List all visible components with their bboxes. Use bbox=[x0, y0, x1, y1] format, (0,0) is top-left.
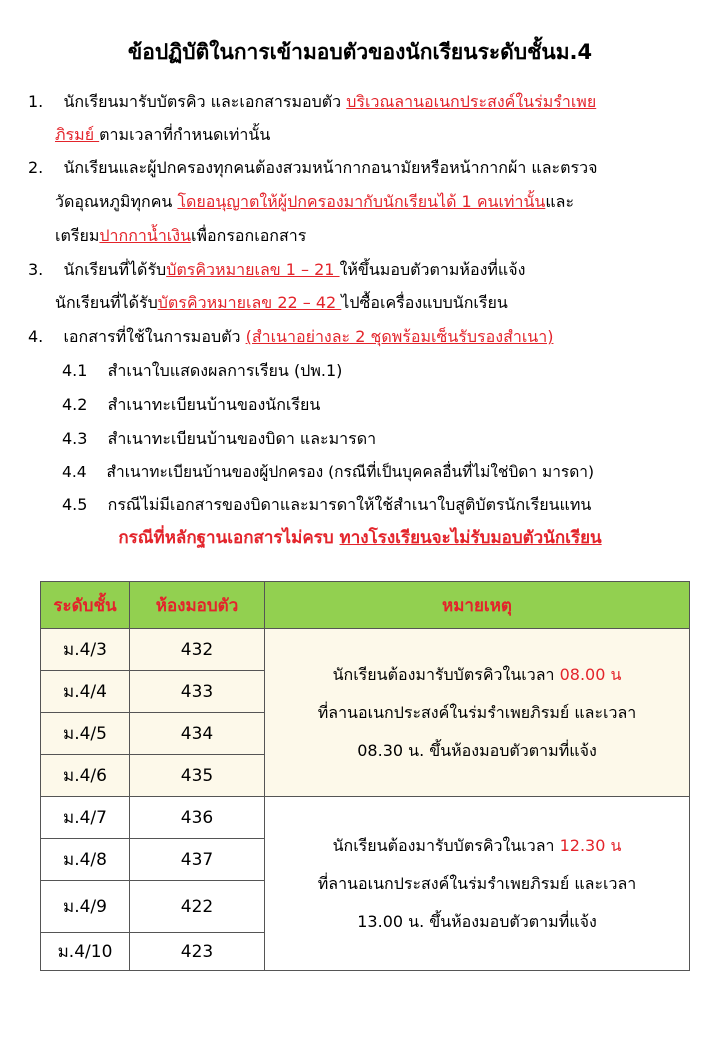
sub-item-number: 4.5 bbox=[62, 495, 88, 514]
sub-item bbox=[62, 393, 320, 417]
rule-text: และ bbox=[545, 192, 575, 211]
sub-item bbox=[62, 460, 594, 484]
room-cell: 437 bbox=[130, 839, 265, 881]
sub-item-text: สำเนาทะเบียนบ้านของบิดา และมารดา bbox=[107, 429, 377, 448]
rule-text: นักเรียนมารับบัตรคิว และเอกสารมอบตัว bbox=[63, 92, 347, 111]
rule-highlight: ปากกาน้ำเงิน bbox=[99, 226, 192, 245]
rule-text: วัดอุณหภูมิทุกคน bbox=[55, 192, 178, 211]
sub-item-number: 4.4 bbox=[62, 463, 87, 481]
level-cell: ม.4/9 bbox=[41, 881, 130, 933]
note-text: นักเรียนต้องมารับบัตรคิวในเวลา bbox=[332, 835, 560, 855]
rule-number: 2. bbox=[28, 158, 44, 177]
room-cell: 435 bbox=[130, 755, 265, 797]
room-cell: 422 bbox=[130, 881, 265, 933]
note-line: 08.30 น. ขึ้นห้องมอบตัวตามที่แจ้ง bbox=[357, 740, 597, 760]
level-cell: ม.4/3 bbox=[41, 629, 130, 671]
sub-item-text: สำเนาทะเบียนบ้านของผู้ปกครอง (กรณีที่เป็นบุคคลอื่นที่ไม่ใช่บิดา มารดา) bbox=[106, 463, 595, 481]
rule-text: เอกสารที่ใช้ในการมอบตัว bbox=[63, 327, 246, 346]
rule-text: ให้ขึ้นมอบตัวตามห้องที่แจ้ง bbox=[339, 260, 526, 279]
rule-4-line-1 bbox=[28, 325, 553, 349]
note-cell-morning bbox=[265, 629, 690, 797]
rule-number: 1. bbox=[28, 92, 44, 111]
warning-emphasis: ทางโรงเรียนจะไม่รับมอบตัวนักเรียน bbox=[339, 528, 602, 548]
header-note: หมายเหตุ bbox=[265, 582, 690, 629]
rule-number: 4. bbox=[28, 327, 44, 346]
sub-item-number: 4.2 bbox=[62, 395, 88, 414]
rule-text: นักเรียนที่ได้รับ bbox=[55, 293, 158, 312]
rule-3-line-2 bbox=[55, 291, 508, 315]
sub-item bbox=[62, 493, 591, 517]
level-cell: ม.4/4 bbox=[41, 671, 130, 713]
note-line: ที่ลานอเนกประสงค์ในร่มรำเพยภิรมย์ และเวลา bbox=[317, 702, 637, 722]
sub-item-number: 4.1 bbox=[62, 361, 88, 380]
level-cell: ม.4/6 bbox=[41, 755, 130, 797]
rule-highlight: ภิรมย์ bbox=[55, 125, 100, 144]
rule-highlight: (สำเนาอย่างละ 2 ชุดพร้อมเซ็นรับรองสำเนา) bbox=[245, 327, 554, 346]
table-row bbox=[41, 629, 690, 671]
rule-2-line-2 bbox=[55, 190, 574, 214]
note-line: ที่ลานอเนกประสงค์ในร่มรำเพยภิรมย์ และเวลา bbox=[317, 873, 637, 893]
rule-highlight: บริเวณลานอเนกประสงค์ในร่มรำเพย bbox=[346, 92, 597, 111]
note-time: 08.00 น bbox=[559, 664, 622, 684]
schedule-table bbox=[40, 581, 690, 971]
room-cell: 434 bbox=[130, 713, 265, 755]
level-cell: ม.4/5 bbox=[41, 713, 130, 755]
warning-notice bbox=[0, 524, 720, 551]
rule-number: 3. bbox=[28, 260, 44, 279]
note-time: 12.30 น bbox=[559, 835, 622, 855]
rule-3-line-1 bbox=[28, 258, 525, 282]
sub-item-text: สำเนาทะเบียนบ้านของนักเรียน bbox=[107, 395, 321, 414]
note-line bbox=[265, 656, 689, 694]
rule-text: เพื่อกรอกเอกสาร bbox=[191, 226, 307, 245]
rule-highlight: บัตรคิวหมายเลข 1 – 21 bbox=[166, 260, 340, 279]
rule-text: นักเรียนที่ได้รับ bbox=[63, 260, 167, 279]
sub-item-text: กรณีไม่มีเอกสารของบิดาและมารดาให้ใช้สำเนาใบสูติบัตรนักเรียนแทน bbox=[107, 495, 592, 514]
table-row bbox=[41, 797, 690, 839]
rule-text: เตรียม bbox=[55, 226, 100, 245]
rule-highlight: บัตรคิวหมายเลข 22 – 42 bbox=[157, 293, 342, 312]
warning-text: กรณีที่หลักฐานเอกสารไม่ครบ bbox=[118, 528, 340, 548]
rule-highlight: โดยอนุญาตให้ผู้ปกครองมากับนักเรียนได้ 1 คนเท่านั้น bbox=[177, 192, 546, 211]
note-cell-afternoon bbox=[265, 797, 690, 971]
rule-1-line-1 bbox=[28, 90, 596, 114]
note-line: 13.00 น. ขึ้นห้องมอบตัวตามที่แจ้ง bbox=[357, 911, 597, 931]
level-cell: ม.4/7 bbox=[41, 797, 130, 839]
rule-2-line-1 bbox=[28, 156, 597, 180]
room-cell: 436 bbox=[130, 797, 265, 839]
sub-item-text: สำเนาใบแสดงผลการเรียน (ปพ.1) bbox=[107, 361, 343, 380]
rule-text: ไปซื้อเครื่องแบบนักเรียน bbox=[341, 293, 508, 312]
rule-text: ตามเวลาที่กำหนดเท่านั้น bbox=[99, 125, 271, 144]
level-cell: ม.4/8 bbox=[41, 839, 130, 881]
rule-1-line-2 bbox=[55, 123, 270, 147]
sub-item bbox=[62, 427, 376, 451]
note-line bbox=[265, 827, 689, 865]
level-cell: ม.4/10 bbox=[41, 933, 130, 971]
room-cell: 432 bbox=[130, 629, 265, 671]
page-title: ข้อปฏิบัติในการเข้ามอบตัวของนักเรียนระดับชั้นม.4 bbox=[127, 40, 593, 64]
table-header-row bbox=[41, 582, 690, 629]
rule-text: นักเรียนและผู้ปกครองทุกคนต้องสวมหน้ากากอนามัยหรือหน้ากากผ้า และตรวจ bbox=[63, 158, 598, 177]
header-level: ระดับชั้น bbox=[41, 582, 130, 629]
sub-item bbox=[62, 359, 342, 383]
note-text: นักเรียนต้องมารับบัตรคิวในเวลา bbox=[332, 664, 560, 684]
rule-2-line-3 bbox=[55, 224, 306, 248]
room-cell: 423 bbox=[130, 933, 265, 971]
header-room: ห้องมอบตัว bbox=[130, 582, 265, 629]
sub-item-number: 4.3 bbox=[62, 429, 88, 448]
room-cell: 433 bbox=[130, 671, 265, 713]
